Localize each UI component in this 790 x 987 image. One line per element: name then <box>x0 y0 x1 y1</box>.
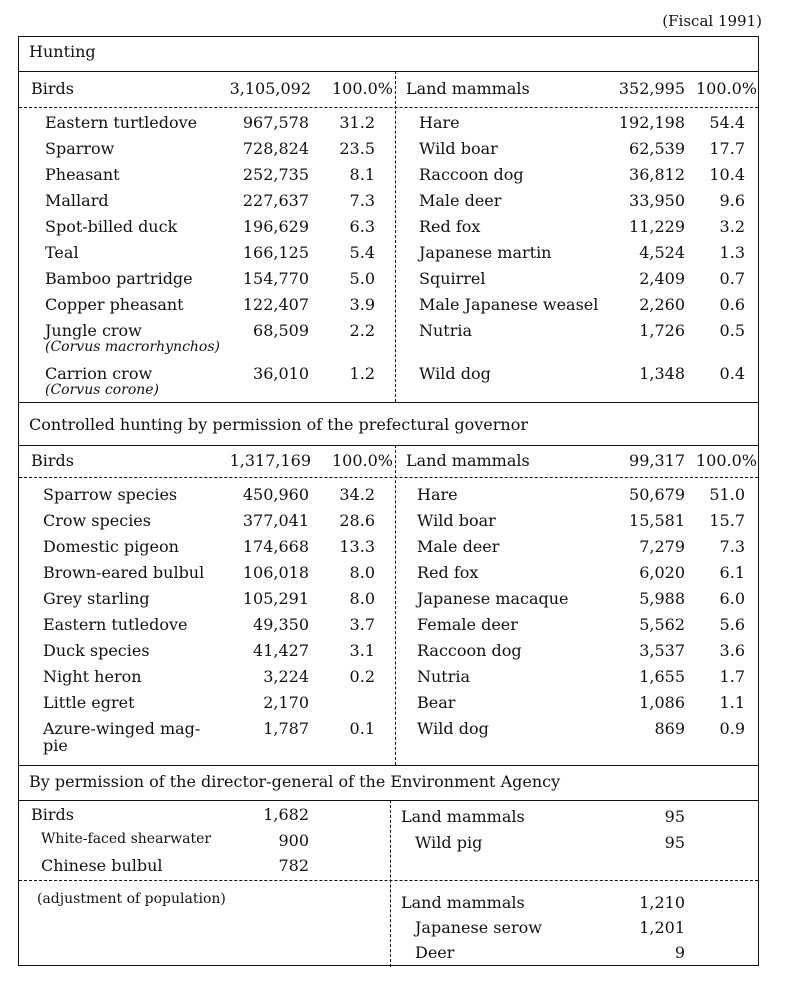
hunting-bird-name: Mallard <box>45 191 109 210</box>
controlled-mammal-name: Japanese macaque <box>417 589 569 608</box>
controlled-mammal-pct: 15.7 <box>709 511 745 530</box>
controlled-bird-name-continued: pie <box>43 736 68 755</box>
controlled-mammal-count: 1,655 <box>639 667 685 686</box>
hunting-bird-pct: 5.0 <box>349 269 375 288</box>
controlled-bird-count: 105,291 <box>242 589 309 608</box>
hunting-mammal-name: Squirrel <box>419 269 486 288</box>
controlled-bird-pct: 8.0 <box>349 563 375 582</box>
hunting-birds-pct: 100.0% <box>331 79 393 98</box>
hunting-mammal-name: Japanese martin <box>419 243 552 262</box>
director-section-title: By permission of the director-general of the Environment Agency <box>29 772 561 791</box>
director-mammal-count: 95 <box>664 833 685 852</box>
controlled-mammal-name: Nutria <box>417 667 471 686</box>
controlled-mammal-pct: 6.0 <box>719 589 745 608</box>
hunting-mammal-pct: 3.2 <box>719 217 745 236</box>
director-mammal2-row: Deer <box>415 943 455 962</box>
hunting-bird-count: 36,010 <box>253 364 309 383</box>
hunting-bird-count: 967,578 <box>242 113 309 132</box>
controlled-bird-pct: 3.7 <box>349 615 375 634</box>
controlled-bird-name: Duck species <box>43 641 150 660</box>
controlled-mammal-pct: 1.1 <box>719 693 745 712</box>
controlled-bird-count: 49,350 <box>253 615 309 634</box>
controlled-mammal-count: 7,279 <box>639 537 685 556</box>
controlled-bird-count: 3,224 <box>263 667 309 686</box>
director-bird-row: White-faced shearwater <box>41 831 212 847</box>
controlled-mammal-count: 5,988 <box>639 589 685 608</box>
hunting-bird-name: Sparrow <box>45 139 115 158</box>
controlled-mammal-name: Wild boar <box>417 511 496 530</box>
hunting-birds-total: 3,105,092 <box>229 79 311 98</box>
hunting-mammal-count: 1,726 <box>639 321 685 340</box>
hunting-mammal-name: Raccoon dog <box>419 165 524 184</box>
controlled-birds-label: Birds <box>31 451 74 470</box>
hunting-bird-name: Pheasant <box>45 165 120 184</box>
controlled-mammal-count: 5,562 <box>639 615 685 634</box>
fiscal-year-label: (Fiscal 1991) <box>662 12 762 30</box>
hunting-mammal-pct: 54.4 <box>709 113 745 132</box>
director-birds-label: Birds <box>31 805 74 824</box>
director-bird-count: 782 <box>278 856 309 875</box>
hunting-bird-count: 728,824 <box>242 139 309 158</box>
controlled-mammals-total: 99,317 <box>629 451 685 470</box>
hunting-bird-pct: 7.3 <box>349 191 375 210</box>
controlled-bird-pct: 28.6 <box>339 511 375 530</box>
hunting-mammal-name: Male Japanese weasel <box>419 295 599 314</box>
hunting-bird-pct: 31.2 <box>339 113 375 132</box>
hunting-mammal-name: Nutria <box>419 321 473 340</box>
hunting-bird-pct: 1.2 <box>349 364 375 383</box>
hunting-mammal-name: Wild dog <box>419 364 491 383</box>
controlled-mammal-count: 869 <box>654 719 685 738</box>
hunting-mammal-count: 4,524 <box>639 243 685 262</box>
hunting-mammal-count: 2,260 <box>639 295 685 314</box>
hunting-mammal-pct: 0.6 <box>719 295 745 314</box>
controlled-mammal-count: 6,020 <box>639 563 685 582</box>
director-mammals-total: 95 <box>664 807 685 826</box>
hunting-mammal-pct: 0.4 <box>719 364 745 383</box>
hunting-bird-name: Jungle crow <box>45 321 142 340</box>
controlled-mammal-count: 1,086 <box>639 693 685 712</box>
controlled-mammal-pct: 1.7 <box>719 667 745 686</box>
hunting-bird-pct: 23.5 <box>339 139 375 158</box>
director-mammals2-label: Land mammals <box>401 893 525 912</box>
hunting-mammal-count: 36,812 <box>629 165 685 184</box>
controlled-bird-pct: 3.1 <box>349 641 375 660</box>
adjustment-label: (adjustment of population) <box>37 891 226 907</box>
controlled-birds-total: 1,317,169 <box>229 451 311 470</box>
director-mammal2-row: Japanese serow <box>415 918 542 937</box>
controlled-bird-name: Domestic pigeon <box>43 537 179 556</box>
director-mammal2-count: 1,201 <box>639 918 685 937</box>
controlled-bird-name: Little egret <box>43 693 135 712</box>
hunting-mammal-pct: 0.7 <box>719 269 745 288</box>
hunting-bird-name: Bamboo partridge <box>45 269 193 288</box>
hunting-mammal-name: Hare <box>419 113 460 132</box>
hunting-bird-scientific-name: (Corvus macrorhynchos) <box>45 339 221 355</box>
controlled-mammals-pct: 100.0% <box>695 451 757 470</box>
controlled-section-title: Controlled hunting by permission of the prefectural governor <box>29 415 528 434</box>
director-mammals2-total: 1,210 <box>639 893 685 912</box>
controlled-bird-name: Brown-eared bulbul <box>43 563 205 582</box>
controlled-bird-pct: 0.2 <box>349 667 375 686</box>
controlled-mammal-name: Red fox <box>417 563 479 582</box>
controlled-bird-count: 174,668 <box>242 537 309 556</box>
hunting-bird-scientific-name: (Corvus corone) <box>45 382 160 398</box>
hunting-bird-count: 154,770 <box>242 269 309 288</box>
hunting-bird-count: 252,735 <box>242 165 309 184</box>
hunting-mammal-count: 62,539 <box>629 139 685 158</box>
controlled-mammal-pct: 5.6 <box>719 615 745 634</box>
controlled-mammal-count: 3,537 <box>639 641 685 660</box>
director-mammal2-count: 9 <box>674 943 685 962</box>
director-birds-total: 1,682 <box>263 805 309 824</box>
controlled-bird-count: 41,427 <box>253 641 309 660</box>
controlled-bird-pct: 13.3 <box>339 537 375 556</box>
hunting-bird-count: 122,407 <box>242 295 309 314</box>
hunting-mammal-pct: 17.7 <box>709 139 745 158</box>
controlled-bird-name: Night heron <box>43 667 142 686</box>
controlled-mammal-count: 50,679 <box>629 485 685 504</box>
hunting-bird-count: 196,629 <box>242 217 309 236</box>
hunting-bird-pct: 8.1 <box>349 165 375 184</box>
hunting-birds-label: Birds <box>31 79 74 98</box>
controlled-mammal-name: Bear <box>417 693 456 712</box>
hunting-mammal-count: 33,950 <box>629 191 685 210</box>
controlled-bird-name: Crow species <box>43 511 151 530</box>
hunting-mammals-label: Land mammals <box>406 79 530 98</box>
controlled-bird-pct: 0.1 <box>349 719 375 738</box>
controlled-mammal-pct: 51.0 <box>709 485 745 504</box>
hunting-mammal-count: 1,348 <box>639 364 685 383</box>
hunting-bird-pct: 3.9 <box>349 295 375 314</box>
hunting-bird-name: Eastern turtledove <box>45 113 198 132</box>
controlled-mammal-pct: 6.1 <box>719 563 745 582</box>
hunting-bird-pct: 2.2 <box>349 321 375 340</box>
hunting-bird-count: 227,637 <box>242 191 309 210</box>
hunting-bird-name: Teal <box>45 243 79 262</box>
hunting-bird-count: 166,125 <box>242 243 309 262</box>
controlled-mammal-name: Raccoon dog <box>417 641 522 660</box>
hunting-bird-pct: 6.3 <box>349 217 375 236</box>
controlled-birds-pct: 100.0% <box>331 451 393 470</box>
director-bird-row: Chinese bulbul <box>41 856 163 875</box>
director-mammal-row: Wild pig <box>415 833 483 852</box>
controlled-mammal-name: Male deer <box>417 537 500 556</box>
director-bird-count: 900 <box>278 831 309 850</box>
controlled-bird-count: 2,170 <box>263 693 309 712</box>
controlled-bird-count: 106,018 <box>242 563 309 582</box>
controlled-bird-name: Sparrow species <box>43 485 178 504</box>
controlled-mammal-name: Hare <box>417 485 458 504</box>
controlled-bird-pct: 34.2 <box>339 485 375 504</box>
controlled-mammal-name: Wild dog <box>417 719 489 738</box>
controlled-mammal-count: 15,581 <box>629 511 685 530</box>
controlled-mammals-label: Land mammals <box>406 451 530 470</box>
hunting-bird-name: Copper pheasant <box>45 295 184 314</box>
hunting-mammal-count: 2,409 <box>639 269 685 288</box>
hunting-section-title: Hunting <box>29 42 96 61</box>
controlled-bird-count: 1,787 <box>263 719 309 738</box>
director-mammals-label: Land mammals <box>401 807 525 826</box>
controlled-bird-pct: 8.0 <box>349 589 375 608</box>
controlled-mammal-pct: 7.3 <box>719 537 745 556</box>
hunting-mammals-total: 352,995 <box>618 79 685 98</box>
hunting-mammal-name: Wild boar <box>419 139 498 158</box>
hunting-mammal-pct: 1.3 <box>719 243 745 262</box>
hunting-bird-count: 68,509 <box>253 321 309 340</box>
hunting-mammal-count: 11,229 <box>629 217 685 236</box>
hunting-mammal-pct: 0.5 <box>719 321 745 340</box>
controlled-mammal-pct: 0.9 <box>719 719 745 738</box>
hunting-mammal-pct: 9.6 <box>719 191 745 210</box>
controlled-bird-name: Azure-winged mag- <box>43 719 201 738</box>
hunting-mammal-pct: 10.4 <box>709 165 745 184</box>
hunting-bird-name: Carrion crow <box>45 364 153 383</box>
controlled-mammal-pct: 3.6 <box>719 641 745 660</box>
controlled-mammal-name: Female deer <box>417 615 518 634</box>
hunting-bird-pct: 5.4 <box>349 243 375 262</box>
hunting-mammal-name: Red fox <box>419 217 481 236</box>
hunting-mammal-count: 192,198 <box>618 113 685 132</box>
hunting-mammals-pct: 100.0% <box>695 79 757 98</box>
controlled-bird-name: Grey starling <box>43 589 150 608</box>
controlled-bird-count: 377,041 <box>242 511 309 530</box>
controlled-bird-name: Eastern tutledove <box>43 615 188 634</box>
hunting-mammal-name: Male deer <box>419 191 502 210</box>
table-frame <box>18 36 759 966</box>
controlled-bird-count: 450,960 <box>242 485 309 504</box>
hunting-bird-name: Spot-billed duck <box>45 217 178 236</box>
